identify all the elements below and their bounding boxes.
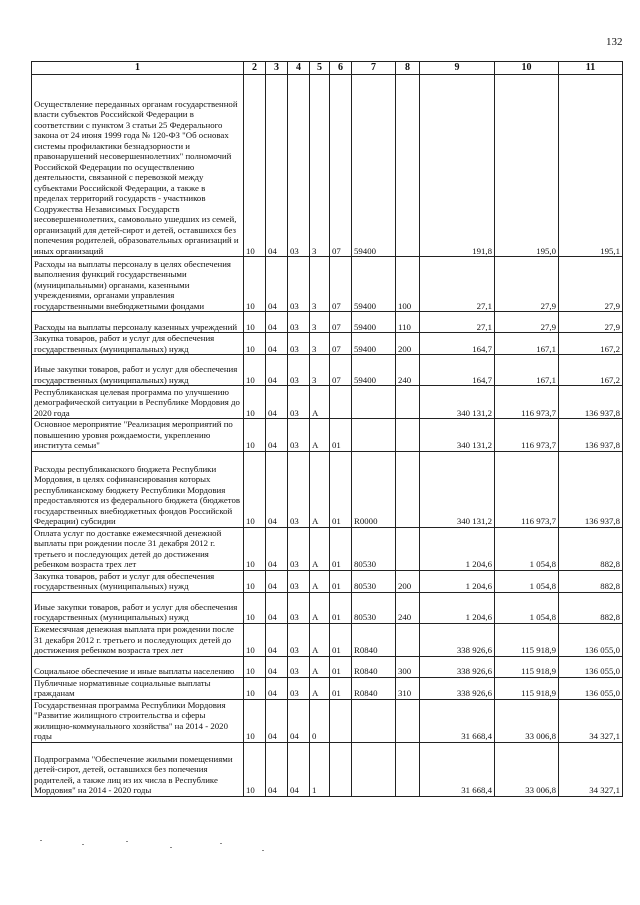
header-col-3: 3 <box>266 62 288 75</box>
cell-col-4: 03 <box>288 75 310 257</box>
cell-col-2: 10 <box>244 451 266 527</box>
header-row <box>32 62 623 75</box>
cell-col-2: 10 <box>244 623 266 656</box>
table-row <box>32 333 623 355</box>
amount-col-9: 27,1 <box>420 257 495 312</box>
amount-col-10: 1 054,8 <box>495 592 559 623</box>
cell-col-3: 04 <box>266 592 288 623</box>
cell-col-5: А <box>310 623 330 656</box>
cell-col-4: 03 <box>288 677 310 699</box>
cell-col-6: 07 <box>330 257 352 312</box>
cell-col-5: А <box>310 677 330 699</box>
cell-col-6 <box>330 742 352 796</box>
amount-col-9: 164,7 <box>420 333 495 355</box>
cell-col-7: 59400 <box>352 312 396 333</box>
amount-col-10: 1 054,8 <box>495 570 559 592</box>
cell-col-2: 10 <box>244 312 266 333</box>
amount-col-9: 340 131,2 <box>420 386 495 419</box>
cell-col-4: 03 <box>288 592 310 623</box>
cell-col-6: 01 <box>330 451 352 527</box>
cell-col-4: 03 <box>288 355 310 386</box>
cell-col-3: 04 <box>266 451 288 527</box>
cell-col-3: 04 <box>266 355 288 386</box>
cell-col-3: 04 <box>266 75 288 257</box>
cell-col-5: А <box>310 592 330 623</box>
cell-col-5: А <box>310 527 330 570</box>
cell-col-7 <box>352 419 396 452</box>
cell-col-3: 04 <box>266 570 288 592</box>
cell-col-5: А <box>310 451 330 527</box>
row-name: Публичные нормативные социальные выплаты гражданам <box>32 677 244 699</box>
row-name: Подпрограмма "Обеспечение жилыми помещениями детей-сирот, детей, оставшихся без попечения родителей, а также лиц из их числа в Республике Мордовия" на 2014 - 2020 годы <box>32 742 244 796</box>
cell-col-5: А <box>310 656 330 677</box>
cell-col-8 <box>396 75 420 257</box>
cell-col-8: 300 <box>396 656 420 677</box>
cell-col-5: 3 <box>310 333 330 355</box>
cell-col-7: 59400 <box>352 75 396 257</box>
cell-col-7: 59400 <box>352 355 396 386</box>
amount-col-11: 27,9 <box>559 312 623 333</box>
header-col-7: 7 <box>352 62 396 75</box>
table-row <box>32 677 623 699</box>
cell-col-7: R0840 <box>352 677 396 699</box>
amount-col-10: 27,9 <box>495 257 559 312</box>
cell-col-6: 07 <box>330 333 352 355</box>
row-name: Иные закупки товаров, работ и услуг для обеспечения государственных (муниципальных) нужд <box>32 592 244 623</box>
header-col-5: 5 <box>310 62 330 75</box>
cell-col-2: 10 <box>244 386 266 419</box>
cell-col-7: R0000 <box>352 451 396 527</box>
cell-col-7 <box>352 386 396 419</box>
amount-col-11: 882,8 <box>559 592 623 623</box>
header-col-11: 11 <box>559 62 623 75</box>
amount-col-9: 191,8 <box>420 75 495 257</box>
table-row <box>32 527 623 570</box>
amount-col-9: 27,1 <box>420 312 495 333</box>
cell-col-6: 01 <box>330 419 352 452</box>
cell-col-6: 01 <box>330 570 352 592</box>
amount-col-9: 1 204,6 <box>420 527 495 570</box>
cell-col-4: 03 <box>288 451 310 527</box>
cell-col-2: 10 <box>244 742 266 796</box>
amount-col-9: 1 204,6 <box>420 592 495 623</box>
cell-col-3: 04 <box>266 527 288 570</box>
cell-col-2: 10 <box>244 527 266 570</box>
row-name: Расходы республиканского бюджета Республики Мордовия, в целях софинансирования которых республиканскому бюджету Республики Мордовия предоставляются из федерального бюджета (бюджетов государственных внебюджетных фондов Российской Федерации) субсидии <box>32 451 244 527</box>
cell-col-7 <box>352 699 396 742</box>
cell-col-3: 04 <box>266 312 288 333</box>
cell-col-2: 10 <box>244 699 266 742</box>
amount-col-10: 33 006,8 <box>495 699 559 742</box>
header-col-10: 10 <box>495 62 559 75</box>
amount-col-9: 340 131,2 <box>420 451 495 527</box>
amount-col-11: 882,8 <box>559 570 623 592</box>
table-row <box>32 75 623 257</box>
row-name: Ежемесячная денежная выплата при рождении после 31 декабря 2012 г. третьего и последующих детей до достижения ребенком возраста трех лет <box>32 623 244 656</box>
row-name: Осуществление переданных органам государственной власти субъектов Российской Федерации в соответствии с пунктом 3 статьи 25 Федерального закона от 24 июня 1999 года № 120-ФЗ "Об основах системы профилактики безнадзорности и правонарушений несовершеннолетних" полномочий Российской Федерации по осуществлению деятельности, связанной с перевозкой между субъектами Российской Федерации, а также в пределах территорий государств - участников Содружества Независимых Государств несовершеннолетних, самовольно ушедших из семей, организаций для детей-сирот и детей, оставшихся без попечения родителей, образовательных организаций и иных организаций <box>32 75 244 257</box>
row-name: Иные закупки товаров, работ и услуг для обеспечения государственных (муниципальных) нужд <box>32 355 244 386</box>
header-col-2: 2 <box>244 62 266 75</box>
cell-col-4: 03 <box>288 419 310 452</box>
row-name: Закупка товаров, работ и услуг для обеспечения государственных (муниципальных) нужд <box>32 333 244 355</box>
cell-col-7: 80530 <box>352 527 396 570</box>
amount-col-9: 31 668,4 <box>420 699 495 742</box>
cell-col-6: 01 <box>330 656 352 677</box>
cell-col-3: 04 <box>266 656 288 677</box>
cell-col-8 <box>396 527 420 570</box>
cell-col-4: 03 <box>288 623 310 656</box>
cell-col-8: 200 <box>396 570 420 592</box>
page-number: 132 <box>606 36 623 48</box>
cell-col-5: 3 <box>310 75 330 257</box>
table-row <box>32 742 623 796</box>
amount-col-11: 195,1 <box>559 75 623 257</box>
budget-table <box>31 61 623 797</box>
row-name: Социальное обеспечение и иные выплаты населению <box>32 656 244 677</box>
amount-col-9: 31 668,4 <box>420 742 495 796</box>
cell-col-4: 03 <box>288 656 310 677</box>
cell-col-2: 10 <box>244 677 266 699</box>
cell-col-6: 01 <box>330 527 352 570</box>
cell-col-3: 04 <box>266 257 288 312</box>
cell-col-7: 59400 <box>352 257 396 312</box>
amount-col-11: 27,9 <box>559 257 623 312</box>
table-row <box>32 623 623 656</box>
amount-col-11: 136 937,8 <box>559 386 623 419</box>
cell-col-3: 04 <box>266 386 288 419</box>
amount-col-9: 340 131,2 <box>420 419 495 452</box>
table-row <box>32 355 623 386</box>
cell-col-6 <box>330 386 352 419</box>
cell-col-7: 80530 <box>352 592 396 623</box>
table-row <box>32 312 623 333</box>
cell-col-5: А <box>310 570 330 592</box>
amount-col-10: 33 006,8 <box>495 742 559 796</box>
cell-col-3: 04 <box>266 333 288 355</box>
amount-col-11: 136 055,0 <box>559 656 623 677</box>
cell-col-5: 0 <box>310 699 330 742</box>
cell-col-6 <box>330 699 352 742</box>
cell-col-5: 3 <box>310 312 330 333</box>
cell-col-7: R0840 <box>352 623 396 656</box>
row-name: Расходы на выплаты персоналу в целях обеспечения выполнения функций государственными (муниципальными) органами, казенными учреждениями, органами управления государственными внебюджетными фондами <box>32 257 244 312</box>
amount-col-9: 338 926,6 <box>420 677 495 699</box>
cell-col-4: 03 <box>288 527 310 570</box>
cell-col-4: 04 <box>288 699 310 742</box>
amount-col-11: 136 937,8 <box>559 419 623 452</box>
amount-col-11: 34 327,1 <box>559 742 623 796</box>
amount-col-10: 195,0 <box>495 75 559 257</box>
amount-col-9: 338 926,6 <box>420 623 495 656</box>
cell-col-4: 03 <box>288 312 310 333</box>
amount-col-10: 167,1 <box>495 355 559 386</box>
cell-col-2: 10 <box>244 592 266 623</box>
amount-col-10: 115 918,9 <box>495 623 559 656</box>
cell-col-3: 04 <box>266 742 288 796</box>
cell-col-3: 04 <box>266 623 288 656</box>
table-row <box>32 419 623 452</box>
table-body <box>32 75 623 797</box>
cell-col-8 <box>396 742 420 796</box>
cell-col-7: 59400 <box>352 333 396 355</box>
cell-col-7: 80530 <box>352 570 396 592</box>
amount-col-10: 167,1 <box>495 333 559 355</box>
scan-specks <box>30 838 280 858</box>
cell-col-6: 01 <box>330 677 352 699</box>
cell-col-5: 3 <box>310 355 330 386</box>
row-name: Основное мероприятие "Реализация мероприятий по повышению уровня рождаемости, укреплению института семьи" <box>32 419 244 452</box>
amount-col-11: 34 327,1 <box>559 699 623 742</box>
cell-col-8: 100 <box>396 257 420 312</box>
amount-col-11: 167,2 <box>559 333 623 355</box>
cell-col-6: 07 <box>330 75 352 257</box>
row-name: Оплата услуг по доставке ежемесячной денежной выплаты при рождении после 31 декабря 2012 г. третьего и последующих детей до достижения ребенком возраста трех лет <box>32 527 244 570</box>
amount-col-10: 116 973,7 <box>495 419 559 452</box>
cell-col-2: 10 <box>244 656 266 677</box>
cell-col-7: R0840 <box>352 656 396 677</box>
cell-col-6: 01 <box>330 623 352 656</box>
cell-col-4: 03 <box>288 570 310 592</box>
cell-col-6: 07 <box>330 355 352 386</box>
cell-col-8: 200 <box>396 333 420 355</box>
cell-col-5: А <box>310 419 330 452</box>
amount-col-11: 136 055,0 <box>559 677 623 699</box>
row-name: Расходы на выплаты персоналу казенных учреждений <box>32 312 244 333</box>
cell-col-4: 03 <box>288 333 310 355</box>
amount-col-10: 115 918,9 <box>495 656 559 677</box>
amount-col-11: 882,8 <box>559 527 623 570</box>
cell-col-8: 240 <box>396 592 420 623</box>
amount-col-9: 338 926,6 <box>420 656 495 677</box>
row-name: Республиканская целевая программа по улучшению демографической ситуации в Республике Мордовия до 2020 года <box>32 386 244 419</box>
header-col-8: 8 <box>396 62 420 75</box>
cell-col-8: 240 <box>396 355 420 386</box>
cell-col-5: 3 <box>310 257 330 312</box>
cell-col-8 <box>396 451 420 527</box>
cell-col-5: 1 <box>310 742 330 796</box>
cell-col-3: 04 <box>266 419 288 452</box>
row-name: Закупка товаров, работ и услуг для обеспечения государственных (муниципальных) нужд <box>32 570 244 592</box>
table-row <box>32 656 623 677</box>
cell-col-8 <box>396 386 420 419</box>
table-row <box>32 386 623 419</box>
amount-col-10: 116 973,7 <box>495 451 559 527</box>
cell-col-3: 04 <box>266 699 288 742</box>
cell-col-3: 04 <box>266 677 288 699</box>
cell-col-4: 03 <box>288 257 310 312</box>
amount-col-11: 136 055,0 <box>559 623 623 656</box>
cell-col-8: 110 <box>396 312 420 333</box>
cell-col-6: 07 <box>330 312 352 333</box>
cell-col-8: 310 <box>396 677 420 699</box>
cell-col-2: 10 <box>244 355 266 386</box>
cell-col-2: 10 <box>244 570 266 592</box>
header-col-9: 9 <box>420 62 495 75</box>
cell-col-8 <box>396 419 420 452</box>
amount-col-11: 136 937,8 <box>559 451 623 527</box>
amount-col-10: 115 918,9 <box>495 677 559 699</box>
table-row <box>32 570 623 592</box>
cell-col-2: 10 <box>244 75 266 257</box>
cell-col-6: 01 <box>330 592 352 623</box>
cell-col-2: 10 <box>244 333 266 355</box>
row-name: Государственная программа Республики Мордовия "Развитие жилищного строительства и сферы жилищно-коммунального хозяйства" на 2014 - 2020 годы <box>32 699 244 742</box>
header-col-1: 1 <box>32 62 244 75</box>
amount-col-9: 164,7 <box>420 355 495 386</box>
cell-col-2: 10 <box>244 257 266 312</box>
cell-col-8 <box>396 623 420 656</box>
cell-col-2: 10 <box>244 419 266 452</box>
header-col-4: 4 <box>288 62 310 75</box>
amount-col-10: 116 973,7 <box>495 386 559 419</box>
header-col-6: 6 <box>330 62 352 75</box>
amount-col-11: 167,2 <box>559 355 623 386</box>
cell-col-5: А <box>310 386 330 419</box>
amount-col-9: 1 204,6 <box>420 570 495 592</box>
table-row <box>32 451 623 527</box>
table-row <box>32 592 623 623</box>
amount-col-10: 27,9 <box>495 312 559 333</box>
cell-col-4: 04 <box>288 742 310 796</box>
table-row <box>32 699 623 742</box>
cell-col-7 <box>352 742 396 796</box>
table-row <box>32 257 623 312</box>
cell-col-4: 03 <box>288 386 310 419</box>
amount-col-10: 1 054,8 <box>495 527 559 570</box>
cell-col-8 <box>396 699 420 742</box>
